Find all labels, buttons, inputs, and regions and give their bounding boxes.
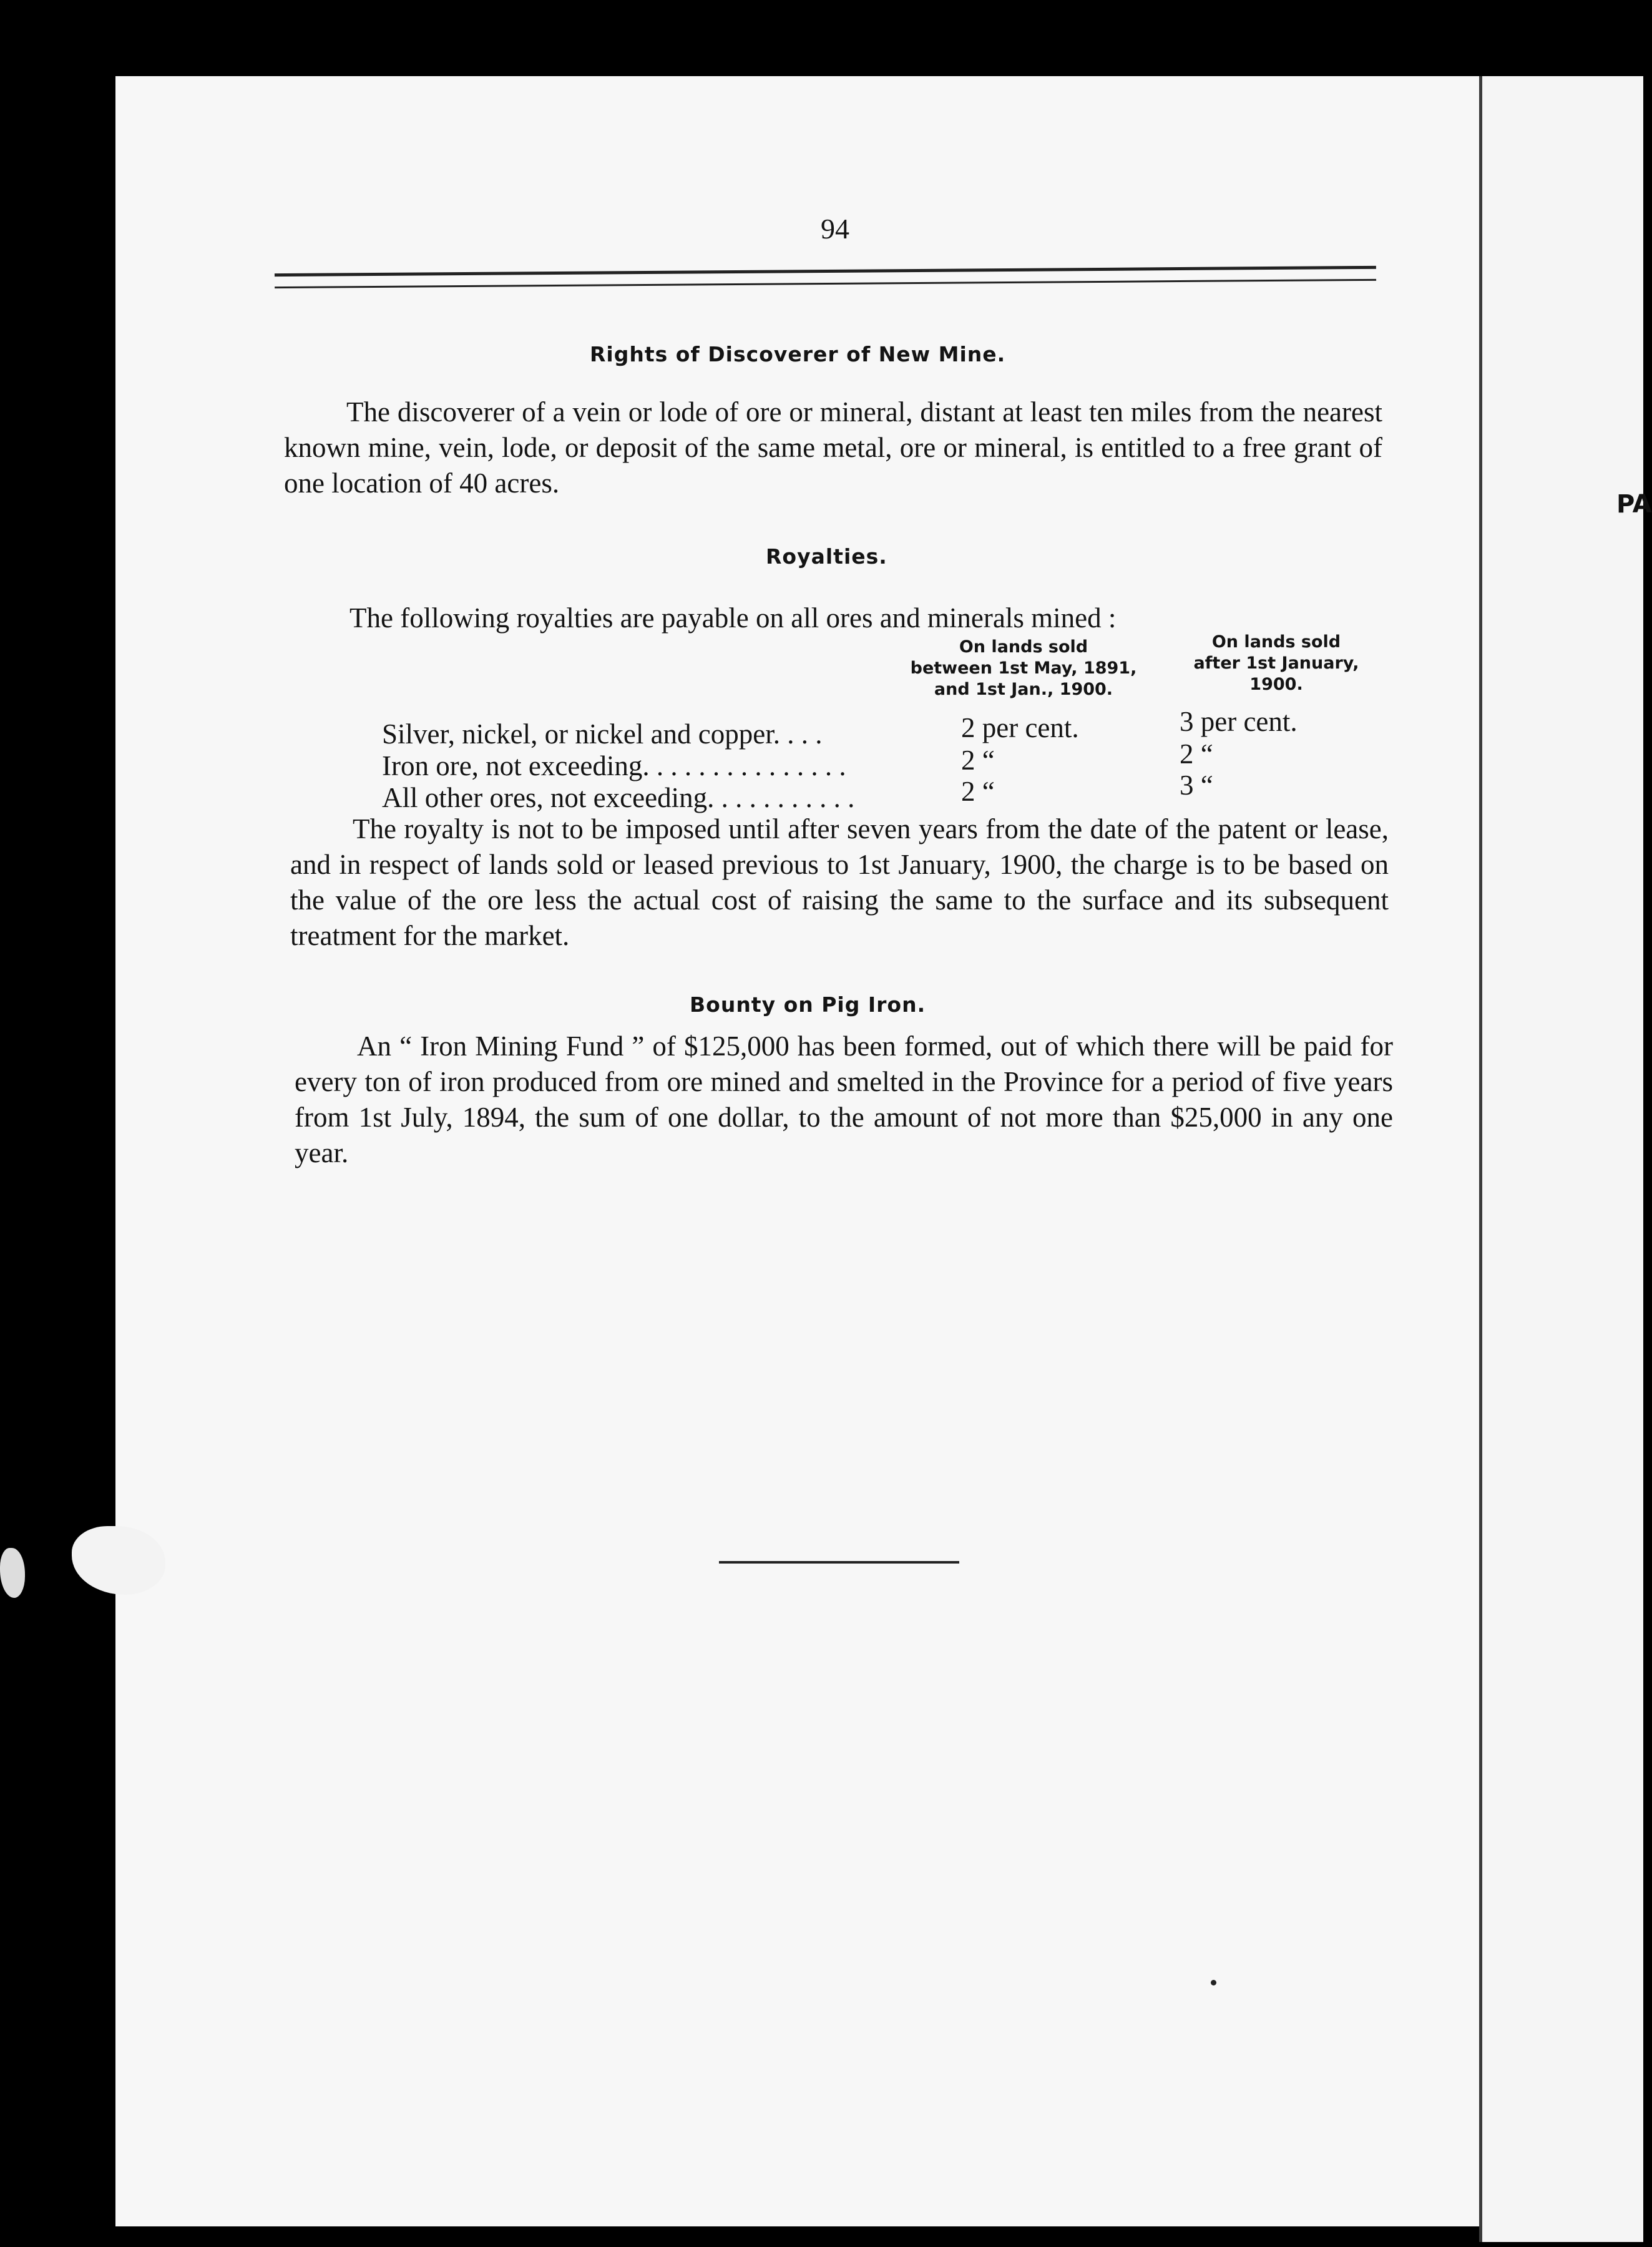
royalty-row-label: Silver, nickel, or nickel and copper. . . . (382, 718, 823, 750)
royalty-row-label: Iron ore, not exceeding. . . . . . . . . . . . . . . (382, 750, 846, 781)
facing-page-text: PA (1616, 490, 1652, 519)
bounty-paragraph: An “ Iron Mining Fund ” of $125,000 has been formed, out of which there will be paid for every ton of iron produced from ore mined and smelted in the Province for a period of five years from 1st July, 1894, the sum of one dollar, to the amount of not more than $25,000 in any one year. (295, 1030, 1393, 1168)
page-number: 94 (821, 213, 849, 245)
paper-blemish (72, 1526, 165, 1595)
end-rule (719, 1561, 959, 1564)
ink-speck (1211, 1980, 1216, 1985)
royalty-row-col2: 3 per cent. (1180, 706, 1298, 737)
bounty-heading: Bounty on Pig Iron. (690, 992, 926, 1017)
royalty-row-col2: 3 “ (1180, 770, 1213, 801)
royalty-row-col2: 2 “ (1180, 738, 1213, 770)
royalties-heading: Royalties. (766, 544, 887, 569)
royalty-col2-header: On lands sold after 1st January, 1900. (1193, 632, 1359, 694)
facing-page-edge (1479, 76, 1652, 2242)
royalties-paragraph: The royalty is not to be imposed until after seven years from the date of the patent or lease, and in respect of lands sold or leased previous to 1st January, 1900, the charge is to be based on the value of the ore less the actual cost of raising the same to the surface and its subsequent treatment for the market. (290, 813, 1389, 951)
royalties-intro: The following royalties are payable on all ores and minerals mined : (349, 602, 1117, 634)
royalty-row-col1: 2 per cent. (961, 712, 1079, 743)
discoverer-heading: Rights of Discoverer of New Mine. (590, 342, 1006, 366)
royalty-row-col1: 2 “ (961, 745, 995, 776)
royalty-row-col1: 2 “ (961, 776, 995, 807)
royalty-col1-header: On lands sold between 1st May, 1891, and 1st Jan., 1900. (910, 637, 1137, 699)
royalty-row-label: All other ores, not exceeding. . . . . . . . . . . (382, 782, 855, 813)
paper-blemish (0, 1548, 25, 1598)
discoverer-paragraph: The discoverer of a vein or lode of ore or mineral, distant at least ten miles from the nearest known mine, vein, lode, or deposit of the same metal, ore or mineral, is entitled to a free grant of one location of 40 acres. (284, 396, 1382, 499)
